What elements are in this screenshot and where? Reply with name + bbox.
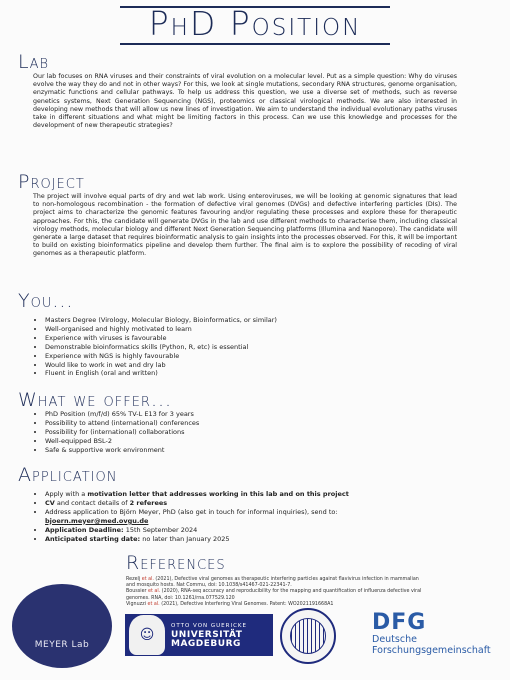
list-item: • Experience with NGS is highly favourable <box>45 352 475 361</box>
list-item: • Would like to work in wet and dry lab <box>45 361 475 370</box>
project-text: The project will involve equal parts of dry and wet lab work. Using enteroviruses, we will be looking at genomic signatures that lead to non-homologous recombination - the formation of defective viral genomes (DVGs) and defective interfering particles (DIs). The project aims to characterize the genomic features favouring and/or regulating these processes and explore these for therapeutic approaches. For this, the candidate will generate DVGs in the lab and use different methods to characterise them, including classical virology methods, molecular biology and different Next Generation Sequencing platforms (Illumina and Nanopore). The candidate will generate a large dataset that requires bioinformatic analysis to gain insights into the processes observed. For this, it will be important to build on existing bioinformatics pipeline and develop them further. The final aim is to explore the possibility of recoding of viral genomes as a therapeutic platform. <box>33 193 457 258</box>
lab-heading: Lab <box>18 51 49 73</box>
offer-heading: What we offer... <box>18 389 173 411</box>
list-item: • Fluent in English (oral and written) <box>45 369 475 378</box>
list-item: • Well-organised and highly motivated to learn <box>45 325 475 334</box>
references-list <box>126 577 426 608</box>
apply-motivation-letter: motivation letter that addresses working in this lab and on this project <box>87 490 349 498</box>
application-list <box>33 490 475 543</box>
you-list <box>33 316 475 378</box>
list-item: • PhD Position (m/f/d) 65% TV-L E13 for 3 years <box>45 410 475 419</box>
list-item: • Possibility for (international) collaborations <box>45 428 475 437</box>
email-link[interactable]: bjoern.meyer@med.ovgu.de <box>45 516 149 525</box>
references-heading: References <box>126 552 226 574</box>
cv-label: CV <box>45 498 55 507</box>
project-heading: Project <box>18 171 85 193</box>
list-item: • Demonstrable bioinformatics skills (Python, R, etc) is essential <box>45 343 475 352</box>
reference-item: Rezelj et al. (2021), Defective viral genomes as therapeutic interfering particles against flavivirus infection in mammalian and mosquito hosts. Nat Commu, doi: 10.1038/s41467-021-22341-7. <box>126 577 419 589</box>
apply-prefix: Apply with a <box>45 490 88 498</box>
faculty-seal-icon <box>280 608 336 664</box>
deadline-value: 15th September 2024 <box>123 525 198 534</box>
list-item: • Possibility to attend (international) conferences <box>45 419 475 428</box>
reference-item: Vignuzzi et al. (2021), Defective Interfering Viral Genomes. Patent: WO2021191668A1 <box>126 601 334 607</box>
referees-label: 2 referees <box>129 498 168 507</box>
university-logo: ☺ OTTO VON GUERICKE UNIVERSITÄT MAGDEBURG <box>125 614 273 656</box>
list-item <box>45 535 475 544</box>
application-heading: Application <box>18 464 118 486</box>
list-item: • Well-equipped BSL-2 <box>45 437 475 446</box>
list-item <box>45 499 475 508</box>
lab-text: Our lab focuses on RNA viruses and their constraints of viral evolution on a molecular level. Put as a simple question: Why do viruses evolve the way they do and not in other ways? For this, we look at single mutations, secondary RNA structures, genome organisation, enzymatic functions and cellular pathways. To help us address this question, we use a diverse set of methods, such as reverse genetics systems, Next Generation Sequencing (NGS), proteomics or classical virological methods. We are also interested in developing new methods that will allow us new lines of investigation. We aim to understand the individual evolutionary paths viruses take in different situations and what might be limiting factors in this process. Can we use this knowledge and processes for the development of new therapeutic strategies? <box>33 73 457 130</box>
address-text: Address application to Björn Meyer, PhD (also get in touch for informal inquiries), send to: <box>45 507 338 516</box>
you-heading: You... <box>18 290 74 312</box>
page-title: PhD Position <box>148 4 362 43</box>
contact-text: and contact details of <box>54 498 130 507</box>
portrait-icon: ☺ <box>129 615 165 655</box>
title-rule-bottom <box>120 43 390 45</box>
list-item <box>45 490 475 499</box>
list-item <box>45 508 475 526</box>
dfg-logo: DFG Deutsche Forschungsgemeinschaft <box>372 610 491 656</box>
list-item <box>45 526 475 535</box>
list-item: • Safe & supportive work environment <box>45 446 475 455</box>
reference-item: Boussier et al. (2020), RNA-seq accuracy and reproducibility for the mapping and quantification of influenza defective viral genomes. RNA, doi: 10.1261/rna.077529.120 <box>126 589 422 601</box>
list-item: • Experience with viruses is favourable <box>45 334 475 343</box>
meyer-lab-logo: MEYER Lab <box>12 584 112 668</box>
start-date-value: no later than January 2025 <box>140 534 230 543</box>
list-item: • Masters Degree (Virology, Molecular Biology, Bioinformatics, or similar) <box>45 316 475 325</box>
offer-list <box>33 410 475 455</box>
deadline-label: Application Deadline: <box>45 525 124 534</box>
start-date-label: Anticipated starting date: <box>45 534 141 543</box>
